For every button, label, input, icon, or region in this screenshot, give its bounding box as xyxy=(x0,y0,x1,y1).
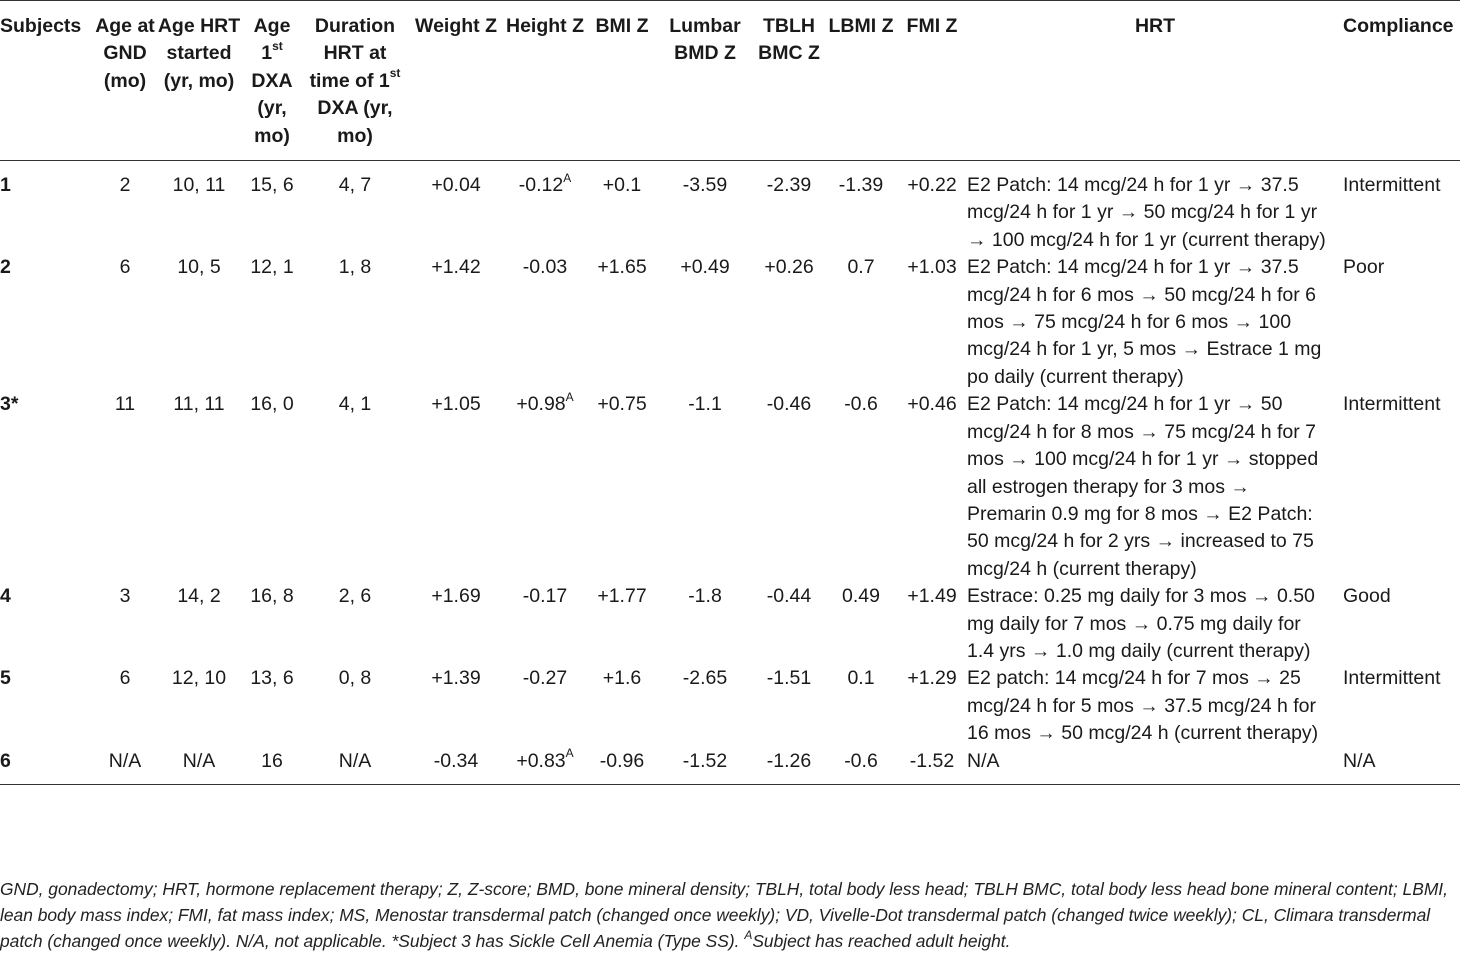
cell-duration: 1, 8 xyxy=(338,256,372,279)
cell-subject: 6 xyxy=(0,749,11,772)
cell-subject: 4 xyxy=(0,585,11,608)
cell-height-value: -0.27 xyxy=(522,667,568,690)
table-footnote xyxy=(0,876,1460,955)
cell-weight: +1.69 xyxy=(431,585,481,608)
table-row xyxy=(0,748,1460,785)
cell-age-hrt: 12, 10 xyxy=(171,667,227,690)
header-age-dxa-sup: st xyxy=(272,38,283,53)
cell-hrt: Estrace: 0.25 mg daily for 3 mos → 0.50 mg daily for 7 mos → 0.75 mg daily for 1.4 yrs → 1.0 mg daily (current therapy) xyxy=(967,585,1315,662)
cell-duration: 4, 7 xyxy=(338,174,372,197)
cell-compliance: Intermittent xyxy=(1343,667,1441,690)
cell-fmi: +1.03 xyxy=(907,256,957,279)
header-duration-post: DXA (yr, mo) xyxy=(317,97,393,147)
cell-weight: -0.34 xyxy=(433,749,479,772)
header-tblh: TBLH BMC Z xyxy=(758,15,820,65)
cell-lumbar: +0.49 xyxy=(680,256,730,279)
header-duration-sup: st xyxy=(389,66,401,81)
cell-weight: +1.05 xyxy=(431,393,481,416)
cell-height-value: -0.17 xyxy=(522,585,568,608)
cell-compliance: N/A xyxy=(1343,749,1376,772)
header-bmi: BMI Z xyxy=(595,15,649,37)
cell-age-hrt: N/A xyxy=(182,749,216,772)
cell-age-hrt: 10, 5 xyxy=(177,256,221,279)
cell-fmi: +1.29 xyxy=(907,667,957,690)
footnote-marker: A xyxy=(744,927,753,942)
cell-weight: +0.04 xyxy=(431,174,481,197)
header-age-dxa-post: DXA (yr, mo) xyxy=(251,69,293,147)
cell-age-dxa: 15, 6 xyxy=(250,174,294,197)
table-row xyxy=(0,391,1460,583)
table-row xyxy=(0,161,1460,255)
cell-age-gnd: 3 xyxy=(119,585,131,608)
cell-duration: 2, 6 xyxy=(338,585,372,608)
cell-subject: 3* xyxy=(0,393,19,416)
cell-height-value: -0.03 xyxy=(522,256,568,279)
cell-compliance: Poor xyxy=(1343,256,1385,279)
cell-compliance: Intermittent xyxy=(1343,393,1441,416)
header-lbmi: LBMI Z xyxy=(828,15,894,37)
cell-tblh: -1.51 xyxy=(766,667,812,690)
cell-hrt: E2 Patch: 14 mcg/24 h for 1 yr → 50 mcg/24 h for 8 mos → 75 mcg/24 h for 7 mos → 100 mcg/24 h for 1 yr → stopped all estrogen therapy for 3 mos → Premarin 0.9 mg for 8 mos → E2 Patch: 50 mcg/24 h for 2 yrs → increased to 75 mcg/24 h (current therapy) xyxy=(967,393,1319,580)
table-row xyxy=(0,583,1460,665)
table-row xyxy=(0,254,1460,391)
cell-height-value: +0.83 xyxy=(516,749,566,772)
footnote-tail: Subject has reached adult height. xyxy=(752,931,1011,952)
cell-lumbar: -3.59 xyxy=(682,174,728,197)
cell-lbmi: 0.49 xyxy=(842,585,880,608)
header-fmi: FMI Z xyxy=(906,15,958,37)
cell-fmi: -1.52 xyxy=(909,749,955,772)
cell-duration: N/A xyxy=(338,749,372,772)
cell-hrt: E2 Patch: 14 mcg/24 h for 1 yr → 37.5 mcg/24 h for 6 mos → 50 mcg/24 h for 6 mos → 75 mcg/24 h for 6 mos → 100 mcg/24 h for 1 yr, 5 mos → Estrace 1 mg po daily (current therapy) xyxy=(967,256,1322,388)
header-age-dxa-pre: Age 1 xyxy=(253,15,291,65)
cell-height xyxy=(503,748,587,785)
header-duration-pre: Duration HRT at time of 1 xyxy=(309,15,396,92)
cell-fmi: +1.49 xyxy=(907,585,957,608)
header-subjects: Subjects xyxy=(0,15,82,37)
adult-height-marker: A xyxy=(565,746,574,761)
table-row xyxy=(0,665,1460,747)
cell-age-gnd: 6 xyxy=(119,667,131,690)
header-age-hrt: Age HRT started (yr, mo) xyxy=(157,15,241,92)
cell-height xyxy=(503,391,587,583)
cell-age-gnd: 2 xyxy=(119,174,131,197)
cell-tblh: -0.44 xyxy=(766,585,812,608)
header-age-gnd: Age at GND (mo) xyxy=(95,15,155,92)
cell-weight: +1.39 xyxy=(431,667,481,690)
cell-height-value: -0.12 xyxy=(518,174,564,197)
cell-hrt: N/A xyxy=(967,749,1000,772)
cell-subject: 1 xyxy=(0,174,11,197)
cell-age-hrt: 10, 11 xyxy=(172,174,226,197)
cell-lbmi: -1.39 xyxy=(838,174,884,197)
cell-age-dxa: 16, 8 xyxy=(250,585,294,608)
cell-fmi: +0.22 xyxy=(907,174,957,197)
cell-tblh: -0.46 xyxy=(766,393,812,416)
header-height: Height Z xyxy=(506,15,584,37)
cell-height xyxy=(503,665,587,747)
cell-bmi: +0.75 xyxy=(597,393,647,416)
cell-duration: 0, 8 xyxy=(338,667,372,690)
cell-weight: +1.42 xyxy=(431,256,481,279)
cell-age-dxa: 16 xyxy=(261,749,283,772)
cell-hrt: E2 patch: 14 mcg/24 h for 7 mos → 25 mcg/24 h for 5 mos → 37.5 mcg/24 h for 16 mos → 50 mcg/24 h (current therapy) xyxy=(967,667,1319,745)
cell-lbmi: 0.1 xyxy=(847,667,875,690)
header-compliance: Compliance xyxy=(1343,15,1454,37)
cell-height xyxy=(503,254,587,391)
cell-lumbar: -1.8 xyxy=(688,585,722,608)
header-age-dxa xyxy=(243,1,301,161)
cell-hrt: E2 Patch: 14 mcg/24 h for 1 yr → 37.5 mcg/24 h for 1 yr → 50 mcg/24 h for 1 yr → 100 mcg/24 h for 1 yr (current therapy) xyxy=(967,174,1326,251)
cell-bmi: +1.65 xyxy=(597,256,647,279)
cell-tblh: +0.26 xyxy=(764,256,814,279)
cell-lumbar: -1.1 xyxy=(688,393,722,416)
adult-height-marker: A xyxy=(565,389,574,404)
cell-tblh: -1.26 xyxy=(766,749,812,772)
cell-age-hrt: 11, 11 xyxy=(173,393,225,416)
cell-lumbar: -1.52 xyxy=(682,749,728,772)
cell-fmi: +0.46 xyxy=(907,393,957,416)
cell-age-gnd: N/A xyxy=(108,749,142,772)
cell-bmi: +0.1 xyxy=(602,174,642,197)
cell-age-dxa: 12, 1 xyxy=(250,256,294,279)
cell-duration: 4, 1 xyxy=(338,393,372,416)
header-row xyxy=(0,1,1460,161)
cell-bmi: +1.6 xyxy=(602,667,642,690)
cell-age-dxa: 16, 0 xyxy=(250,393,294,416)
cell-compliance: Good xyxy=(1343,585,1391,608)
cell-height xyxy=(503,583,587,665)
cell-bmi: +1.77 xyxy=(597,585,647,608)
cell-height xyxy=(503,161,587,255)
cell-height-value: +0.98 xyxy=(516,393,566,416)
cell-lbmi: -0.6 xyxy=(844,749,878,772)
cell-lumbar: -2.65 xyxy=(682,667,728,690)
adult-height-marker: A xyxy=(563,170,572,185)
cell-tblh: -2.39 xyxy=(766,174,812,197)
header-hrt: HRT xyxy=(1134,15,1176,37)
cell-age-dxa: 13, 6 xyxy=(250,667,294,690)
cell-age-gnd: 6 xyxy=(119,256,131,279)
header-duration xyxy=(301,1,409,161)
footnote-text: GND, gonadectomy; HRT, hormone replacement therapy; Z, Z-score; BMD, bone mineral density; TBLH, total body less head; TBLH BMC, total body less head bone mineral content; LBMI, lean body mass index; FMI, fat mass index; MS, Menostar transdermal patch (changed once weekly); VD, Vivelle-Dot transdermal patch (changed twice weekly); CL, Climara transdermal patch (changed once weekly). N/A, not applicable. *Subject 3 has Sickle Cell Anemia (Type SS). xyxy=(0,879,1448,952)
cell-subject: 2 xyxy=(0,256,11,279)
cell-compliance: Intermittent xyxy=(1343,174,1441,197)
header-lumbar: Lumbar BMD Z xyxy=(669,15,741,65)
header-weight: Weight Z xyxy=(415,15,497,37)
cell-lbmi: -0.6 xyxy=(844,393,878,416)
cell-lbmi: 0.7 xyxy=(847,256,875,279)
cell-age-gnd: 11 xyxy=(114,393,136,416)
cell-bmi: -0.96 xyxy=(599,749,645,772)
cell-age-hrt: 14, 2 xyxy=(177,585,221,608)
cell-subject: 5 xyxy=(0,667,11,690)
